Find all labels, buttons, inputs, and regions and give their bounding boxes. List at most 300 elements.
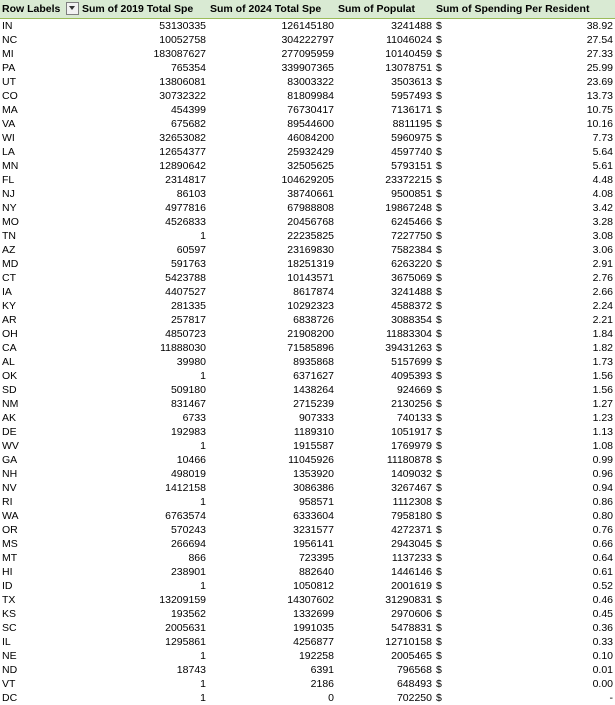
table-row: [0, 327, 615, 341]
currency-symbol: $: [436, 215, 442, 228]
population-cell[interactable]: 924669: [396, 383, 432, 396]
spending-per-resident-cell[interactable]: [434, 565, 615, 579]
dropdown-filter-icon[interactable]: [66, 2, 79, 15]
spending-per-resident-cell[interactable]: [434, 229, 615, 243]
population-cell[interactable]: 8811195: [392, 117, 432, 130]
row-label-cell[interactable]: MA: [2, 103, 18, 116]
spending-2024-cell[interactable]: 882640: [298, 565, 334, 578]
currency-symbol: $: [436, 383, 442, 396]
row-label-cell[interactable]: NY: [2, 201, 17, 214]
spending-per-resident-cell[interactable]: [434, 33, 615, 47]
spending-2019-cell[interactable]: 6733: [182, 411, 206, 424]
spending-2024-cell[interactable]: 104629205: [281, 173, 334, 186]
spending-2019-cell[interactable]: 192983: [170, 425, 206, 438]
currency-symbol: $: [436, 89, 442, 102]
spending-per-resident-cell[interactable]: [434, 243, 615, 257]
spending-2024-cell[interactable]: 304222797: [281, 33, 334, 46]
row-label-cell[interactable]: AL: [2, 355, 15, 368]
population-cell[interactable]: 4272371: [391, 523, 432, 536]
population-cell[interactable]: 7227750: [391, 229, 432, 242]
spending-per-resident-cell[interactable]: [434, 201, 615, 215]
spending-per-resident-cell[interactable]: [434, 607, 615, 621]
spending-per-resident-value: 13.73: [586, 89, 613, 102]
population-cell[interactable]: 1446146: [391, 565, 432, 578]
spending-per-resident-cell[interactable]: [434, 173, 615, 187]
spending-2024-cell[interactable]: 81809984: [287, 89, 334, 102]
spending-2019-cell[interactable]: 12654377: [159, 145, 206, 158]
spending-2024-cell[interactable]: 89544600: [287, 117, 334, 130]
spending-2024-cell[interactable]: 83003322: [287, 75, 334, 88]
spending-2024-cell[interactable]: 21908200: [287, 327, 334, 340]
spending-per-resident-cell[interactable]: [434, 523, 615, 537]
row-label-cell[interactable]: GA: [2, 453, 18, 466]
spending-2019-cell[interactable]: 1: [200, 649, 206, 662]
population-cell[interactable]: 2005465: [391, 649, 432, 662]
population-cell[interactable]: 1112308: [392, 495, 432, 508]
spending-per-resident-cell[interactable]: [434, 341, 615, 355]
table-row: [0, 621, 615, 635]
spending-2019-cell[interactable]: 193562: [170, 607, 206, 620]
row-label-cell[interactable]: KS: [2, 607, 17, 620]
row-label-cell[interactable]: FL: [2, 173, 15, 186]
row-label-cell[interactable]: VA: [2, 117, 16, 130]
row-label-cell[interactable]: AZ: [2, 243, 16, 256]
spending-2019-cell[interactable]: 4977816: [165, 201, 206, 214]
spending-2024-cell[interactable]: 1353920: [293, 467, 334, 480]
row-label-cell[interactable]: NM: [2, 397, 19, 410]
spending-2019-cell[interactable]: 1: [200, 229, 206, 242]
table-row: [0, 523, 615, 537]
row-label-cell[interactable]: DE: [2, 425, 17, 438]
spending-2019-cell[interactable]: 2314817: [165, 173, 206, 186]
spending-2024-cell[interactable]: 38740661: [287, 187, 334, 200]
row-label-cell[interactable]: KY: [2, 299, 17, 312]
spending-per-resident-cell[interactable]: [434, 271, 615, 285]
sum-population-header[interactable]: Sum of Populat: [336, 0, 434, 18]
spending-2024-cell[interactable]: 10143571: [287, 271, 334, 284]
spending-per-resident-cell[interactable]: [434, 89, 615, 103]
row-label-cell[interactable]: AK: [2, 411, 17, 424]
row-label-cell[interactable]: CT: [2, 271, 16, 284]
spending-2024-cell[interactable]: 32505625: [287, 159, 334, 172]
sum-2019-total-spending-header[interactable]: Sum of 2019 Total Spe: [80, 0, 208, 18]
spending-2019-cell[interactable]: 591763: [170, 257, 206, 270]
table-row: [0, 61, 615, 75]
spending-per-resident-cell[interactable]: [434, 187, 615, 201]
spending-2024-cell[interactable]: 2186: [310, 677, 334, 690]
row-label-cell[interactable]: NC: [2, 33, 18, 46]
spending-2019-cell[interactable]: 257817: [170, 313, 206, 326]
spending-per-resident-cell[interactable]: [434, 397, 615, 411]
spending-2019-cell[interactable]: 53130335: [159, 19, 206, 32]
population-cell[interactable]: 2970606: [391, 607, 432, 620]
spending-per-resident-cell[interactable]: [434, 299, 615, 313]
spending-per-resident-cell[interactable]: [434, 18, 615, 33]
spending-per-resident-cell[interactable]: [434, 355, 615, 369]
spending-2019-cell[interactable]: 60597: [176, 243, 206, 256]
population-cell[interactable]: 5957493: [391, 89, 432, 102]
population-cell[interactable]: 1137233: [391, 551, 432, 564]
spending-per-resident-cell[interactable]: [434, 257, 615, 271]
spending-2019-cell[interactable]: 454399: [170, 103, 206, 116]
table-row: [0, 313, 615, 327]
spending-2019-cell[interactable]: 509180: [170, 383, 206, 396]
row-label-cell[interactable]: DC: [2, 691, 18, 704]
spending-2019-cell[interactable]: 13806081: [159, 75, 206, 88]
spending-per-resident-cell[interactable]: [434, 621, 615, 635]
table-row: [0, 383, 615, 397]
population-cell[interactable]: 9500851: [391, 187, 432, 200]
row-label-cell[interactable]: CO: [2, 89, 18, 102]
spending-2024-cell[interactable]: 6838726: [293, 313, 334, 326]
spending-2019-cell[interactable]: 281335: [170, 299, 206, 312]
spending-2019-cell[interactable]: 1: [200, 439, 206, 452]
spending-per-resident-value: 2.24: [592, 299, 613, 312]
spending-per-resident-cell[interactable]: [434, 103, 615, 117]
row-label-cell[interactable]: NV: [2, 481, 17, 494]
spending-per-resident-cell[interactable]: [434, 453, 615, 467]
population-cell[interactable]: 2943045: [391, 537, 432, 550]
row-label-cell[interactable]: HI: [2, 565, 13, 578]
spending-per-resident-value: 4.08: [592, 187, 613, 200]
row-label-cell[interactable]: TN: [2, 229, 16, 242]
population-cell[interactable]: 4588372: [391, 299, 432, 312]
population-cell[interactable]: 23372215: [385, 173, 432, 186]
spending-2019-cell[interactable]: 498019: [170, 467, 206, 480]
spending-2019-cell[interactable]: 86103: [176, 187, 206, 200]
population-cell[interactable]: 7582384: [391, 243, 432, 256]
spending-2019-cell[interactable]: 765354: [170, 61, 206, 74]
spending-per-resident-cell[interactable]: [434, 691, 615, 705]
table-row: [0, 439, 615, 453]
spending-2019-cell[interactable]: 1: [200, 579, 206, 592]
row-label-cell[interactable]: VT: [2, 677, 16, 690]
row-label-cell[interactable]: SC: [2, 621, 17, 634]
spending-per-resident-cell[interactable]: [434, 593, 615, 607]
spending-per-resident-cell[interactable]: [434, 383, 615, 397]
row-label-cell[interactable]: IL: [2, 635, 11, 648]
spending-2024-cell[interactable]: 6333604: [293, 509, 334, 522]
spending-2024-cell[interactable]: 907333: [298, 411, 334, 424]
spending-2019-cell[interactable]: 4850723: [165, 327, 206, 340]
spending-per-resident-cell[interactable]: [434, 145, 615, 159]
table-row: [0, 607, 615, 621]
spending-per-resident-value: 10.16: [586, 117, 613, 130]
row-label-cell[interactable]: NJ: [2, 187, 15, 200]
row-label-cell[interactable]: PA: [2, 61, 16, 74]
spending-2024-cell[interactable]: 723395: [298, 551, 334, 564]
population-cell[interactable]: 19867248: [385, 201, 432, 214]
population-cell[interactable]: 1051917: [391, 425, 432, 438]
row-label-cell[interactable]: UT: [2, 75, 16, 88]
spending-2019-cell[interactable]: 30732322: [159, 89, 206, 102]
spending-2019-cell[interactable]: 1295861: [165, 635, 206, 648]
row-label-cell[interactable]: MS: [2, 537, 18, 550]
row-label-cell[interactable]: WV: [2, 439, 19, 452]
spending-per-resident-cell[interactable]: [434, 411, 615, 425]
spending-2019-cell[interactable]: 11888030: [160, 341, 206, 354]
spending-2019-cell[interactable]: 2005631: [165, 621, 206, 634]
table-row: [0, 579, 615, 593]
spending-2024-cell[interactable]: 8617874: [293, 285, 334, 298]
row-label-cell[interactable]: RI: [2, 495, 13, 508]
spending-2024-cell[interactable]: 3231577: [293, 523, 334, 536]
spending-2019-cell[interactable]: 13209159: [159, 593, 206, 606]
row-label-cell[interactable]: MT: [2, 551, 18, 564]
spending-per-resident-cell[interactable]: [434, 579, 615, 593]
spending-2019-cell[interactable]: 32653082: [159, 131, 206, 144]
spending-per-resident-cell[interactable]: [434, 663, 615, 677]
table-row: [0, 257, 615, 271]
population-cell[interactable]: 2001619: [391, 579, 432, 592]
spending-2019-cell[interactable]: 1: [200, 369, 206, 382]
population-cell[interactable]: 3503613: [391, 75, 432, 88]
population-cell[interactable]: 12710158: [385, 635, 432, 648]
spending-2024-cell[interactable]: 1438264: [293, 383, 334, 396]
currency-symbol: $: [436, 187, 442, 200]
currency-symbol: $: [436, 257, 442, 270]
spending-2019-cell[interactable]: 10052758: [159, 33, 206, 46]
spending-2019-cell[interactable]: 1412158: [165, 481, 206, 494]
spending-2019-cell[interactable]: 183087627: [153, 47, 206, 60]
spending-per-resident-value: 0.33: [592, 635, 613, 648]
spending-per-resident-cell[interactable]: [434, 425, 615, 439]
row-label-cell[interactable]: IN: [2, 19, 13, 32]
spending-2019-cell[interactable]: 266694: [170, 537, 206, 550]
spending-2019-cell[interactable]: 675682: [170, 117, 206, 130]
spending-2019-cell[interactable]: 10466: [176, 453, 206, 466]
spending-per-resident-cell[interactable]: [434, 677, 615, 691]
population-cell[interactable]: 3241488: [391, 285, 432, 298]
row-label-cell[interactable]: TX: [2, 593, 16, 606]
row-label-cell[interactable]: WA: [2, 509, 19, 522]
spending-per-resident-cell[interactable]: [434, 439, 615, 453]
spending-per-resident-cell[interactable]: [434, 467, 615, 481]
row-label-cell[interactable]: MI: [2, 47, 14, 60]
spending-per-resident-cell[interactable]: [434, 117, 615, 131]
currency-symbol: $: [436, 523, 442, 536]
population-cell[interactable]: 11180878: [386, 453, 432, 466]
table-row: [0, 271, 615, 285]
currency-symbol: $: [436, 131, 442, 144]
spending-2024-cell[interactable]: 6391: [310, 663, 334, 676]
population-cell[interactable]: 11046024: [386, 33, 432, 46]
population-cell[interactable]: 796568: [396, 663, 432, 676]
table-row: [0, 47, 615, 61]
row-label-cell[interactable]: MN: [2, 159, 19, 172]
spending-per-resident-cell[interactable]: [434, 215, 615, 229]
spending-2024-cell[interactable]: 1956141: [293, 537, 334, 550]
row-label-cell[interactable]: ID: [2, 579, 13, 592]
table-row: [0, 18, 615, 33]
spending-2024-cell[interactable]: 10292323: [287, 299, 334, 312]
population-cell[interactable]: 39431263: [385, 341, 432, 354]
population-cell[interactable]: 702250: [396, 691, 432, 704]
spending-2019-cell[interactable]: 570243: [170, 523, 206, 536]
population-cell[interactable]: 3267467: [391, 481, 432, 494]
spending-2024-cell[interactable]: 958571: [298, 495, 334, 508]
spending-per-resident-cell[interactable]: [434, 159, 615, 173]
spending-per-resident-value: 1.84: [592, 327, 613, 340]
spending-per-resident-value: 3.28: [592, 215, 613, 228]
currency-symbol: $: [436, 481, 442, 494]
spending-2024-cell[interactable]: 339907365: [281, 61, 334, 74]
spending-2019-cell[interactable]: 866: [188, 551, 206, 564]
currency-symbol: $: [436, 327, 442, 340]
currency-symbol: $: [436, 61, 442, 74]
spending-2024-cell[interactable]: 76730417: [287, 103, 334, 116]
row-label-cell[interactable]: OH: [2, 327, 18, 340]
spending-per-resident-cell[interactable]: [434, 313, 615, 327]
spending-2024-cell[interactable]: 4256877: [293, 635, 334, 648]
spending-2024-cell[interactable]: 14307602: [287, 593, 334, 606]
spending-2024-cell[interactable]: 8935868: [293, 355, 334, 368]
spending-per-resident-cell[interactable]: [434, 369, 615, 383]
row-label-cell[interactable]: ND: [2, 663, 18, 676]
spending-2024-cell[interactable]: 126145180: [281, 19, 334, 32]
spending-per-resident-cell[interactable]: [434, 61, 615, 75]
row-label-cell[interactable]: OK: [2, 369, 18, 382]
spending-2024-cell[interactable]: 11045926: [288, 453, 334, 466]
spending-2024-cell[interactable]: 6371627: [293, 369, 334, 382]
spending-2019-cell[interactable]: 238901: [170, 565, 206, 578]
table-row: [0, 369, 615, 383]
row-label-cell[interactable]: WI: [2, 131, 15, 144]
row-label-cell[interactable]: CA: [2, 341, 17, 354]
table-row: [0, 677, 615, 691]
row-label-cell[interactable]: NH: [2, 467, 18, 480]
row-label-cell[interactable]: IA: [2, 285, 12, 298]
population-cell[interactable]: 5960975: [391, 131, 432, 144]
population-cell[interactable]: 1409032: [391, 467, 432, 480]
spending-per-resident-value: 0.45: [592, 607, 613, 620]
row-label-cell[interactable]: LA: [2, 145, 15, 158]
spending-2019-cell[interactable]: 1: [200, 495, 206, 508]
row-label-cell[interactable]: AR: [2, 313, 17, 326]
spending-2024-cell[interactable]: 67988808: [287, 201, 334, 214]
spending-per-resident-value: 38.92: [586, 19, 613, 32]
spending-2024-cell[interactable]: 1991035: [293, 621, 334, 634]
currency-symbol: $: [436, 495, 442, 508]
population-cell[interactable]: 5478831: [391, 621, 432, 634]
population-cell[interactable]: 4095393: [391, 369, 432, 382]
spending-2024-cell[interactable]: 192258: [298, 649, 334, 662]
spending-2024-cell[interactable]: 1332699: [293, 607, 334, 620]
population-cell[interactable]: 7958180: [391, 509, 432, 522]
population-cell[interactable]: 740133: [396, 411, 432, 424]
sum-spending-per-resident-header[interactable]: Sum of Spending Per Resident: [434, 0, 615, 18]
population-cell[interactable]: 6245466: [391, 215, 432, 228]
population-cell[interactable]: 648493: [396, 677, 432, 690]
spending-2019-cell[interactable]: 6763574: [165, 509, 206, 522]
spending-2024-cell[interactable]: 46084200: [287, 131, 334, 144]
spending-per-resident-cell[interactable]: [434, 481, 615, 495]
spending-2024-cell[interactable]: 22235825: [287, 229, 334, 242]
spending-per-resident-value: 0.36: [592, 621, 613, 634]
header-row: [0, 0, 615, 18]
population-cell[interactable]: 31290831: [385, 593, 432, 606]
spending-2024-cell[interactable]: 25932429: [287, 145, 334, 158]
table-row: [0, 565, 615, 579]
spending-per-resident-cell[interactable]: [434, 75, 615, 89]
population-cell[interactable]: 13078751: [385, 61, 432, 74]
spending-2024-cell[interactable]: 277095959: [281, 47, 334, 60]
spending-per-resident-cell[interactable]: [434, 327, 615, 341]
spending-per-resident-cell[interactable]: [434, 551, 615, 565]
population-cell[interactable]: 11883304: [386, 327, 432, 340]
spending-per-resident-value: 3.06: [592, 243, 613, 256]
spending-2019-cell[interactable]: 4526833: [165, 215, 206, 228]
spending-2024-cell[interactable]: 3086386: [293, 481, 334, 494]
table-row: [0, 551, 615, 565]
population-cell[interactable]: 4597740: [391, 145, 432, 158]
population-cell[interactable]: 5793151: [391, 159, 432, 172]
spending-per-resident-cell[interactable]: [434, 131, 615, 145]
population-cell[interactable]: 5157699: [391, 355, 432, 368]
spending-2019-cell[interactable]: 12890642: [159, 159, 206, 172]
spending-per-resident-value: 0.00: [592, 677, 613, 690]
spending-per-resident-cell[interactable]: [434, 285, 615, 299]
population-cell[interactable]: 10140459: [385, 47, 432, 60]
spending-2024-cell[interactable]: 1189310: [293, 425, 334, 438]
spending-2024-cell[interactable]: 1915587: [293, 439, 334, 452]
spending-2024-cell[interactable]: 18251319: [287, 257, 334, 270]
row-label-cell[interactable]: MD: [2, 257, 19, 270]
spending-2019-cell[interactable]: 5423788: [165, 271, 206, 284]
row-label-cell[interactable]: OR: [2, 523, 18, 536]
spending-2019-cell[interactable]: 39980: [176, 355, 206, 368]
spending-2024-cell[interactable]: 0: [328, 691, 334, 704]
population-cell[interactable]: 6263220: [391, 257, 432, 270]
spending-per-resident-cell[interactable]: [434, 649, 615, 663]
spending-2024-cell[interactable]: 1050812: [293, 579, 334, 592]
population-cell[interactable]: 3088354: [391, 313, 432, 326]
spending-per-resident-value: 0.61: [592, 565, 613, 578]
spending-2024-cell[interactable]: 23169830: [287, 243, 334, 256]
spending-per-resident-value: 1.56: [592, 369, 613, 382]
currency-symbol: $: [436, 229, 442, 242]
population-cell[interactable]: 3241488: [391, 19, 432, 32]
population-cell[interactable]: 2130256: [391, 397, 432, 410]
spending-per-resident-cell[interactable]: [434, 47, 615, 61]
spending-2019-cell[interactable]: 831467: [170, 397, 206, 410]
row-labels-header[interactable]: [0, 0, 80, 18]
spending-2019-cell[interactable]: 18743: [176, 663, 206, 676]
population-cell[interactable]: 3675069: [391, 271, 432, 284]
spending-per-resident-cell[interactable]: [434, 509, 615, 523]
spending-per-resident-cell[interactable]: [434, 635, 615, 649]
spending-2024-cell[interactable]: 71585896: [287, 341, 334, 354]
row-label-cell[interactable]: MO: [2, 215, 19, 228]
row-label-cell[interactable]: NE: [2, 649, 17, 662]
spending-per-resident-cell[interactable]: [434, 495, 615, 509]
population-cell[interactable]: 1769979: [391, 439, 432, 452]
spending-2024-cell[interactable]: 2715239: [293, 397, 334, 410]
spending-per-resident-value: 0.94: [592, 481, 613, 494]
spending-per-resident-value: 10.75: [586, 103, 613, 116]
spending-2019-cell[interactable]: 1: [200, 691, 206, 704]
spending-2019-cell[interactable]: 1: [200, 677, 206, 690]
sum-2024-total-spending-header[interactable]: Sum of 2024 Total Spe: [208, 0, 336, 18]
currency-symbol: $: [436, 369, 442, 382]
row-label-cell[interactable]: SD: [2, 383, 17, 396]
population-cell[interactable]: 7136171: [391, 103, 432, 116]
spending-2024-cell[interactable]: 20456768: [287, 215, 334, 228]
table-row: [0, 495, 615, 509]
spending-2019-cell[interactable]: 4407527: [165, 285, 206, 298]
spending-per-resident-cell[interactable]: [434, 537, 615, 551]
table-row: [0, 187, 615, 201]
